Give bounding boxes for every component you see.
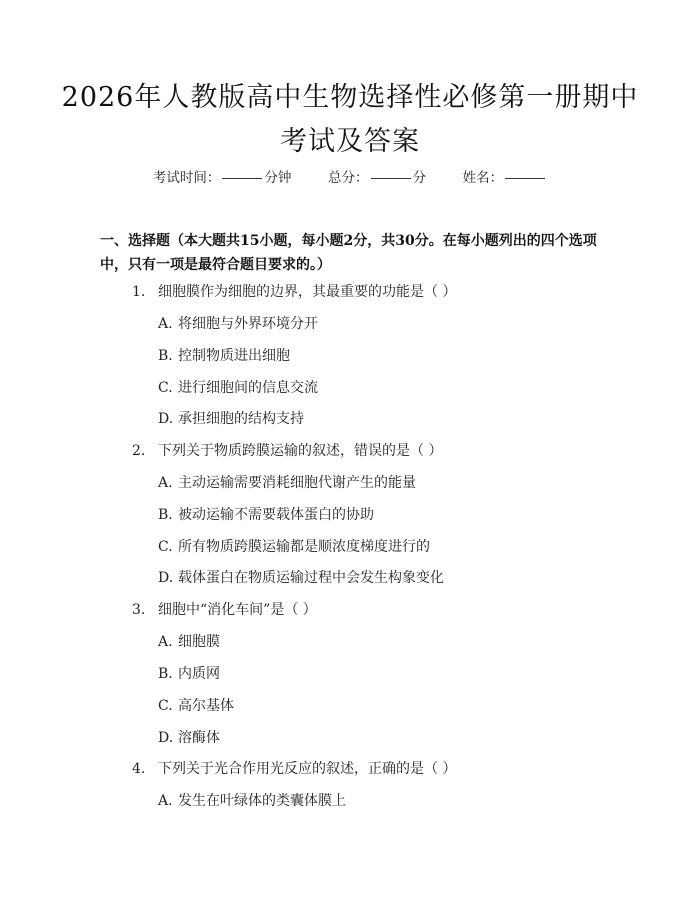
option-letter: A. xyxy=(158,316,173,332)
option-text: 进行细胞间的信息交流 xyxy=(178,380,318,396)
option-3b xyxy=(158,663,220,683)
option-1b xyxy=(158,345,290,365)
option-letter: D. xyxy=(158,730,174,746)
page-title: 2026年人教版高中生物选择性必修第一册期中考试及答案 xyxy=(61,82,639,157)
question-4 xyxy=(132,758,456,778)
option-4a xyxy=(158,790,346,810)
score-blank xyxy=(371,178,411,179)
option-3d xyxy=(158,727,220,747)
option-letter: D. xyxy=(158,411,174,427)
option-letter: B. xyxy=(158,666,173,682)
option-text: 高尔基体 xyxy=(178,698,234,714)
option-text: 控制物质进出细胞 xyxy=(178,348,290,364)
option-3a xyxy=(158,631,220,651)
time-blank xyxy=(222,178,262,179)
option-1c xyxy=(158,377,318,397)
question-number: 3. xyxy=(132,602,146,618)
score-label: 总分： xyxy=(328,170,369,186)
question-number: 4. xyxy=(132,761,146,777)
option-3c xyxy=(158,695,234,715)
option-2d xyxy=(158,567,444,587)
name-blank xyxy=(505,178,545,179)
option-1a xyxy=(158,313,318,333)
option-letter: C. xyxy=(158,539,173,555)
option-letter: C. xyxy=(158,698,173,714)
question-3 xyxy=(132,599,317,619)
option-letter: A. xyxy=(158,793,173,809)
question-1 xyxy=(132,281,456,301)
option-text: 将细胞与外界环境分开 xyxy=(178,316,318,332)
option-letter: B. xyxy=(158,348,173,364)
time-unit: 分钟 xyxy=(264,170,292,186)
question-text: 细胞中“消化车间”是（ ） xyxy=(158,602,317,618)
question-number: 1. xyxy=(132,284,146,300)
option-text: 载体蛋白在物质运输过程中会发生构象变化 xyxy=(178,570,444,586)
section-heading: 一、选择题（本大题共15小题，每小题2分，共30分。在每小题列出的四个选项中，只有一项是最符合题目要求的。） xyxy=(100,233,597,273)
option-text: 主动运输需要消耗细胞代谢产生的能量 xyxy=(178,475,416,491)
question-2 xyxy=(132,440,442,460)
option-text: 溶酶体 xyxy=(178,730,220,746)
question-text: 下列关于物质跨膜运输的叙述，错误的是（ ） xyxy=(158,443,443,459)
option-text: 所有物质跨膜运输都是顺浓度梯度进行的 xyxy=(178,539,430,555)
option-text: 被动运输不需要载体蛋白的协助 xyxy=(178,507,374,523)
score-unit: 分 xyxy=(412,170,426,186)
option-2c xyxy=(158,536,430,556)
option-letter: D. xyxy=(158,570,174,586)
option-letter: A. xyxy=(158,634,173,650)
option-2a xyxy=(158,472,416,492)
name-label: 姓名： xyxy=(462,170,504,186)
question-text: 细胞膜作为细胞的边界，其最重要的功能是（ ） xyxy=(158,284,457,300)
option-letter: A. xyxy=(158,475,173,491)
option-2b xyxy=(158,504,374,524)
option-letter: B. xyxy=(158,507,173,523)
option-text: 承担细胞的结构支持 xyxy=(178,411,304,427)
option-text: 发生在叶绿体的类囊体膜上 xyxy=(178,793,346,809)
option-1d xyxy=(158,408,304,428)
question-number: 2. xyxy=(132,443,146,459)
option-text: 细胞膜 xyxy=(178,634,220,650)
question-text: 下列关于光合作用光反应的叙述，正确的是（ ） xyxy=(158,761,457,777)
option-letter: C. xyxy=(158,380,173,396)
option-text: 内质网 xyxy=(178,666,220,682)
time-label: 考试时间： xyxy=(152,170,221,186)
exam-meta xyxy=(0,166,700,186)
